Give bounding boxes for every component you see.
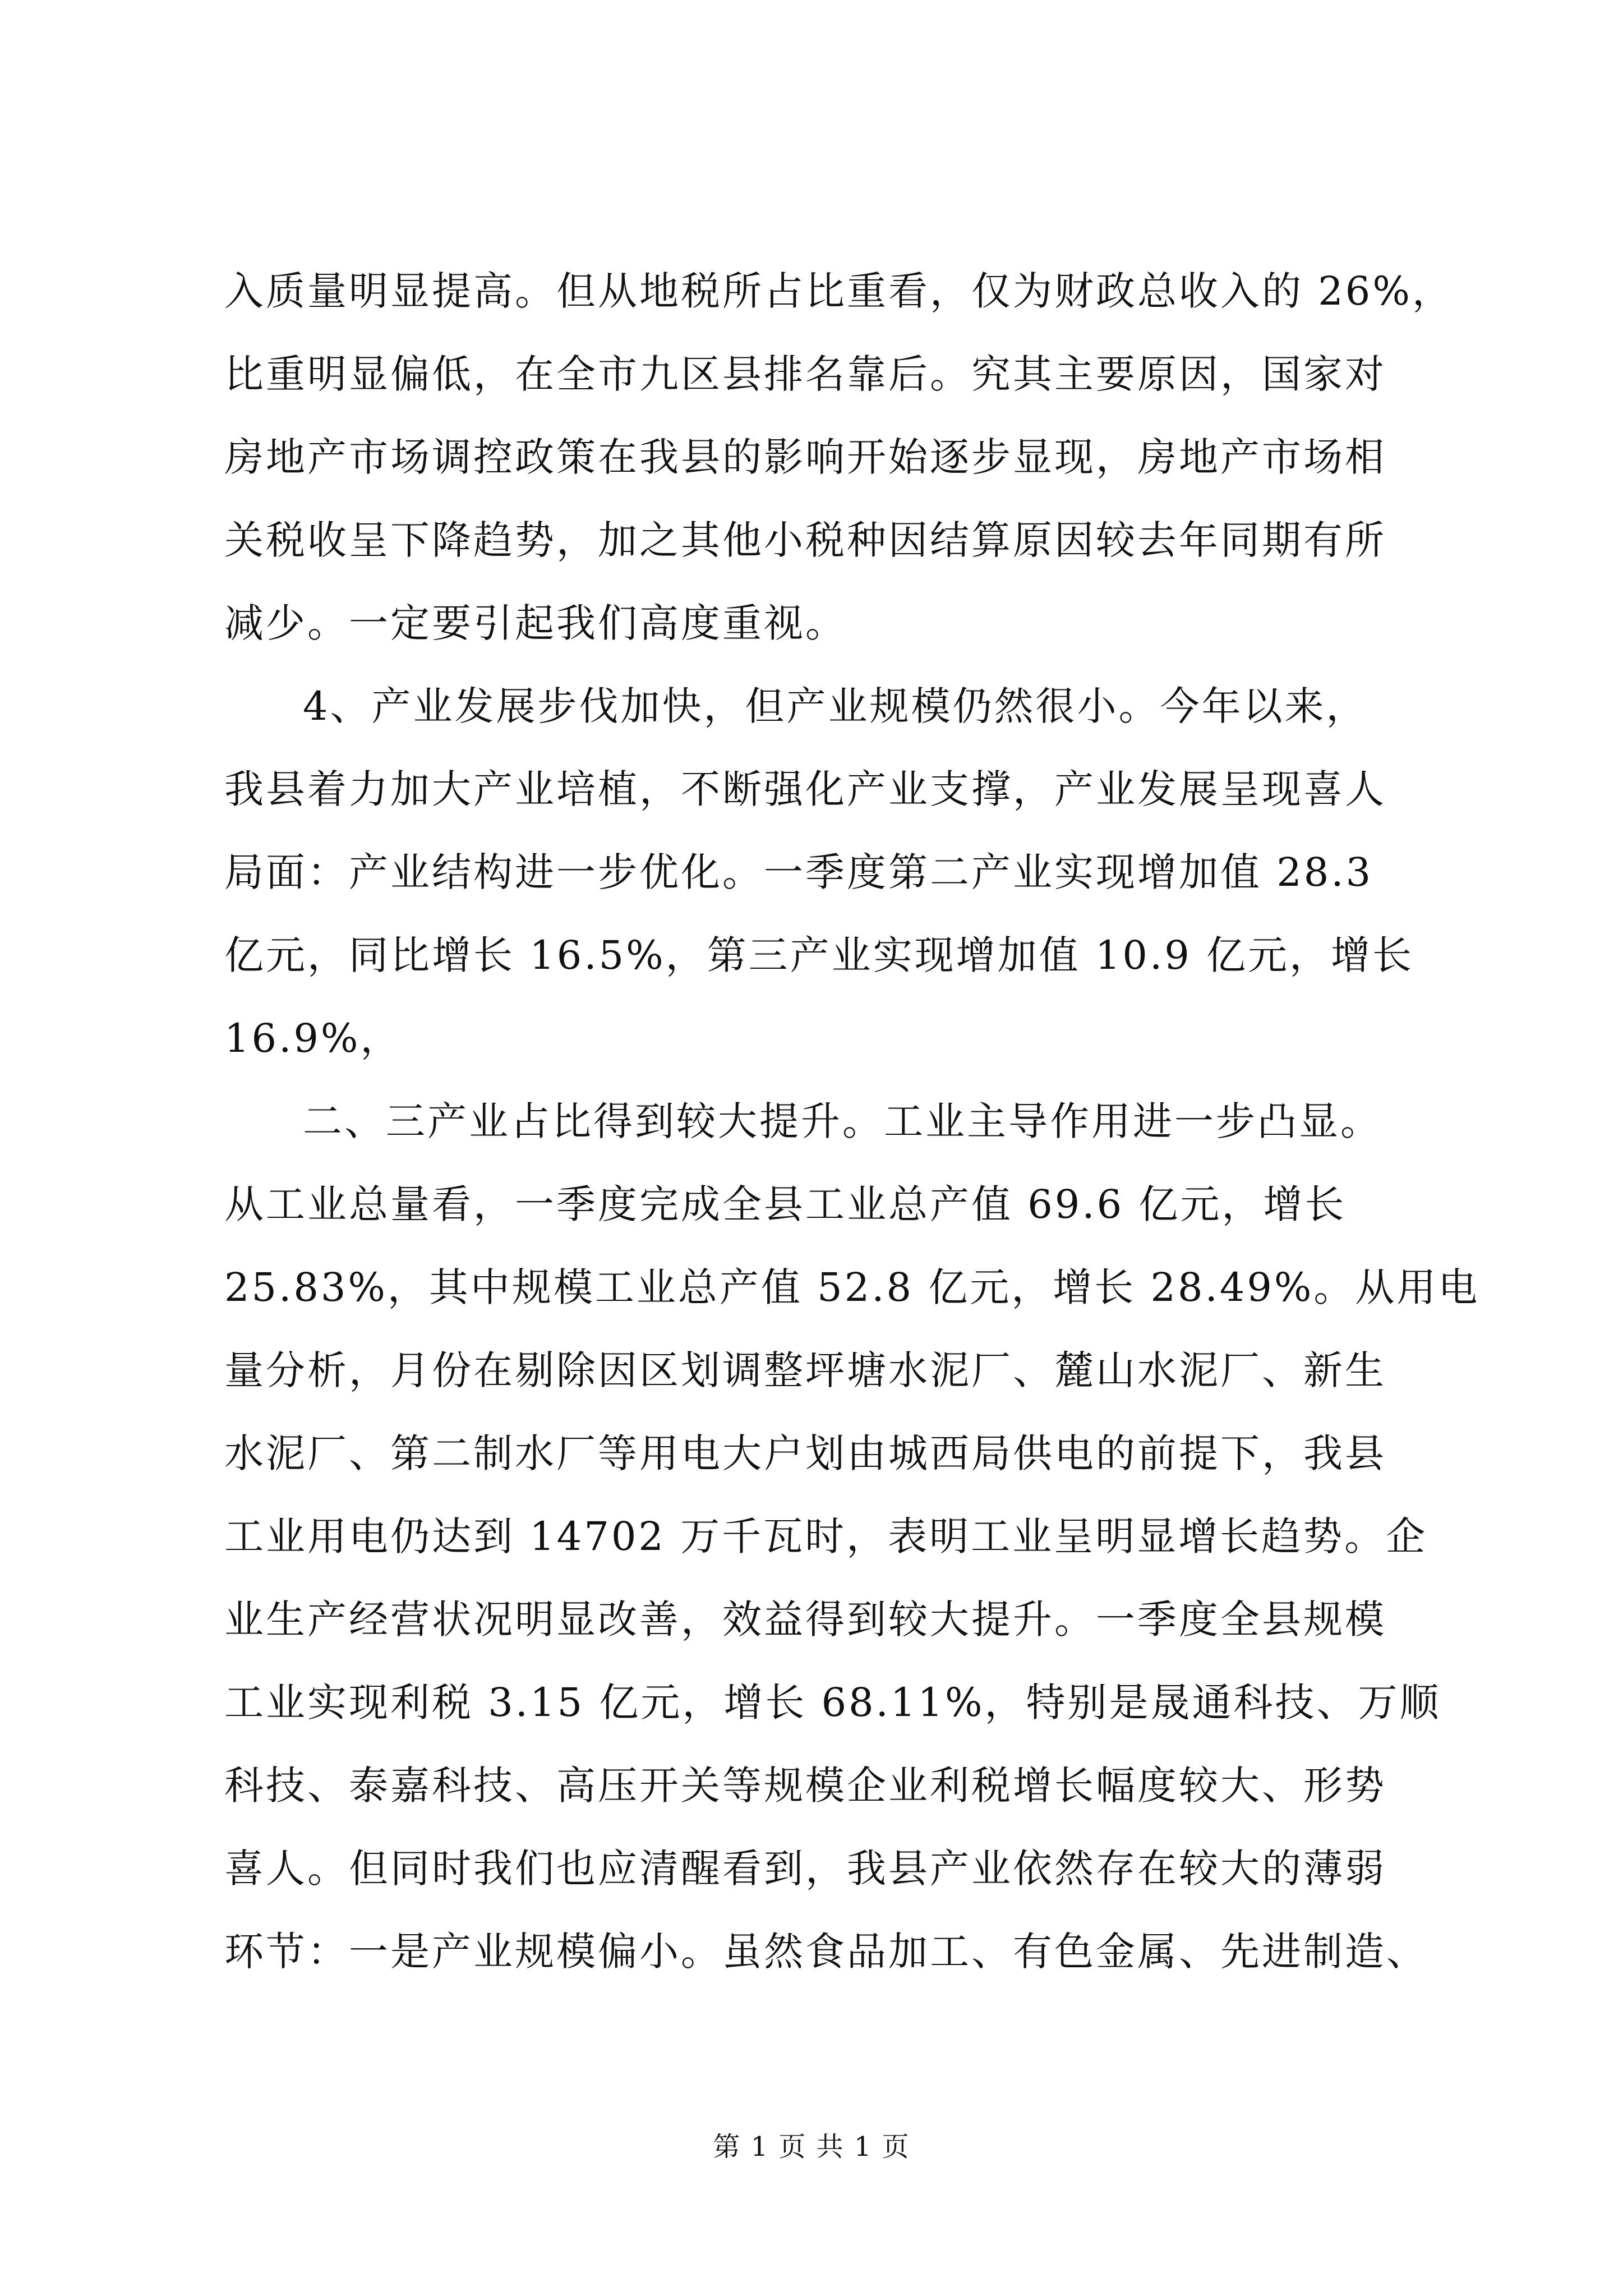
text-line: 比重明显偏低，在全市九区县排名靠后。究其主要原因，国家对 [224, 351, 1386, 397]
text-line: 环节：一是产业规模偏小。虽然食品加工、有色金属、先进制造、 [224, 1929, 1428, 1975]
text-line: 量分析，月份在剔除因区划调整坪塘水泥厂、麓山水泥厂、新生 [224, 1347, 1386, 1393]
text-line: 16.9%， [224, 1015, 402, 1061]
text-line: 从工业总量看，一季度完成全县工业总产值 69.6 亿元，增长 [224, 1181, 1347, 1227]
page-footer [0, 2125, 1623, 2164]
page-number-label: 第 1 页 共 1 页 [713, 2131, 910, 2162]
text-line: 减少。一定要引起我们高度重视。 [224, 600, 847, 646]
paragraph-start-line: 4、产业发展步伐加快，但产业规模仍然很小。今年以来， [303, 683, 1368, 729]
text-line: 我县着力加大产业培植，不断强化产业支撑，产业发展呈现喜人 [224, 766, 1386, 812]
text-line: 关税收呈下降趋势，加之其他小税种因结算原因较去年同期有所 [224, 517, 1386, 563]
paragraph-start-line: 二、三产业占比得到较大提升。工业主导作用进一步凸显。 [303, 1098, 1382, 1144]
text-line: 科技、泰嘉科技、高压开关等规模企业利税增长幅度较大、形势 [224, 1763, 1386, 1809]
text-line: 房地产市场调控政策在我县的影响开始逐步显现，房地产市场相 [224, 434, 1386, 480]
text-line: 工业实现利税 3.15 亿元，增长 68.11%，特别是晟通科技、万顺 [224, 1680, 1441, 1726]
text-line: 工业用电仍达到 14702 万千瓦时，表明工业呈明显增长趋势。企 [224, 1513, 1428, 1559]
document-body [224, 250, 1480, 1993]
text-line: 喜人。但同时我们也应清醒看到，我县产业依然存在较大的薄弱 [224, 1846, 1386, 1892]
text-line: 亿元，同比增长 16.5%，第三产业实现增加值 10.9 亿元，增长 [224, 932, 1414, 978]
text-line: 局面：产业结构进一步优化。一季度第二产业实现增加值 28.3 [224, 849, 1373, 895]
text-line: 水泥厂、第二制水厂等用电大户划由城西局供电的前提下，我县 [224, 1430, 1386, 1476]
text-line: 入质量明显提高。但从地税所占比重看，仅为财政总收入的 26%， [224, 268, 1454, 314]
text-line: 25.83%，其中规模工业总产值 52.8 亿元，增长 28.49%。从用电 [224, 1264, 1480, 1310]
text-line: 业生产经营状况明显改善，效益得到较大提升。一季度全县规模 [224, 1596, 1386, 1642]
